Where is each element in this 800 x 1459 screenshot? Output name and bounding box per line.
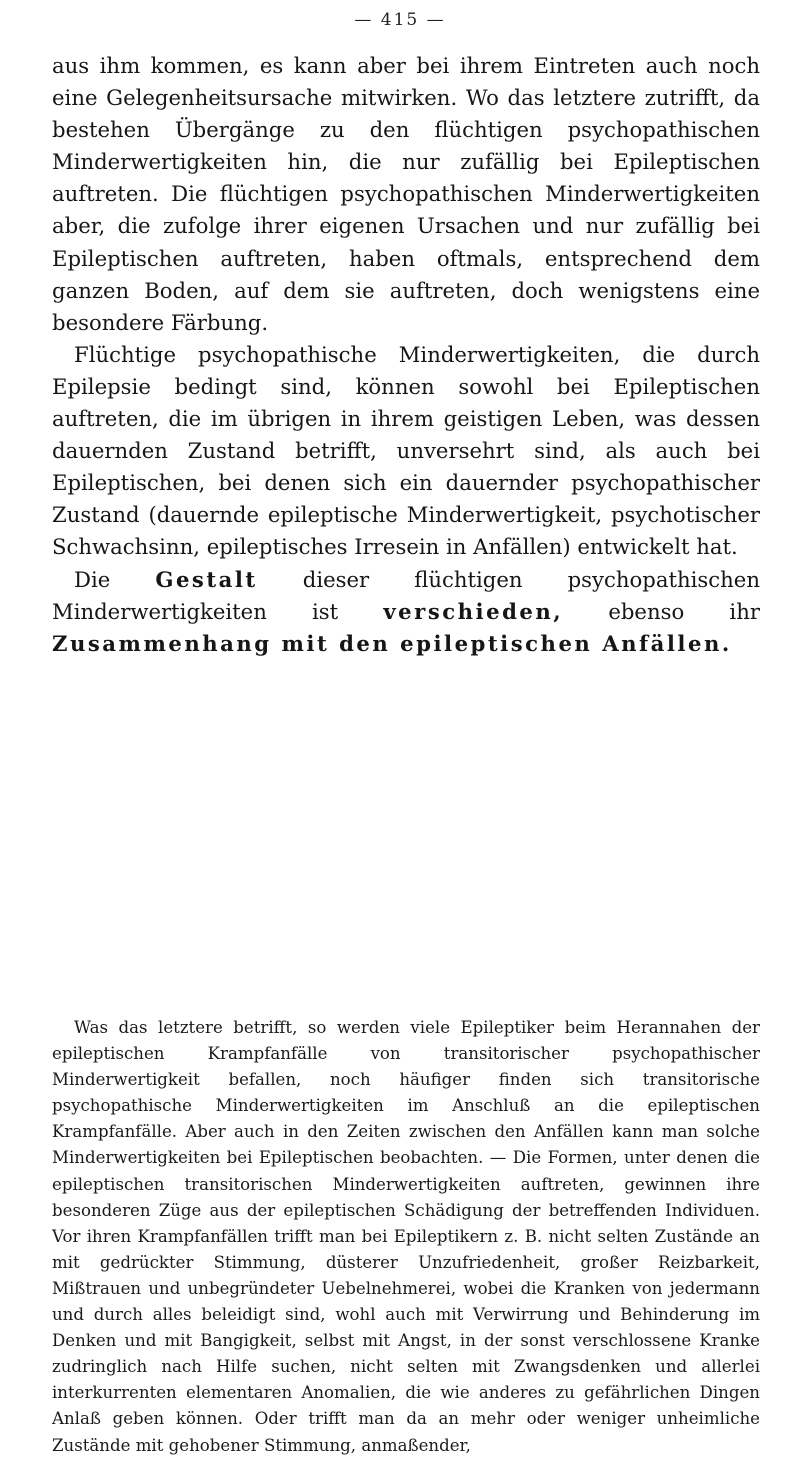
paragraph-3-part-a: Die [74,566,111,592]
emphasis-gestalt: Gestalt [155,566,258,592]
page-number: — 415 — [354,10,446,30]
paragraph-3 [52,564,760,660]
paragraph-3-part-e: ebenso ihr [608,598,760,624]
paragraph-1: aus ihm kommen, es kann aber bei ihrem Eintreten auch noch eine Gelegenheitsursache mitwirken. Wo das letztere zutrifft, da bestehen Übergänge zu den flüchtigen psychopathischen Minderwertigkeiten hin, die nur zufällig bei Epileptischen auftreten. Die flüchtigen psychopathischen Minderwertigkeiten aber, die zufolge ihrer eigenen Ursachen und nur zufällig bei Epileptischen auftreten, haben oftmals, entsprechend dem ganzen Boden, auf dem sie auftreten, doch wenigstens eine besondere Färbung. [52,53,760,335]
emphasis-verschieden: verschieden, [383,598,564,624]
main-text [52,50,760,660]
paragraph-2: Flüchtige psychopathische Minderwertigkeiten, die durch Epilepsie bedingt sind, können sowohl bei Epileptischen auftreten, die im übrigen in ihrem geistigen Leben, was dessen dauernden Zustand betrifft, unversehrt sind, als auch bei Epileptischen, bei denen sich ein dauernder psychopathischer Zustand (dauernde epileptische Minderwertigkeit, psychotischer Schwachsinn, epileptisches Irresein in Anfällen) entwickelt hat. [52,341,760,560]
paragraph-3-part-c: dieser flüchtigen psychopathischen Minderwertigkeiten ist [52,566,760,624]
footnote [52,1015,760,1459]
emphasis-zusammenhang: Zusammenhang mit den epileptischen Anfällen. [52,630,732,656]
footnote-text: Was das letztere betrifft, so werden viele Epileptiker beim Herannahen der epileptischen Krampfanfälle von transitorischer psychopathischer Minderwertigkeit befallen, noch häufiger finden sich transitorische psychopathische Minderwertigkeiten im Anschluß an die epileptischen Krampfanfälle. Aber auch in den Zeiten zwischen den Anfällen kann man solche Minderwertigkeiten bei Epileptischen beobachten. — Die Formen, unter denen die epileptischen transitorischen Minderwertigkeiten auftreten, gewinnen ihre besonderen Züge aus der epileptischen Schädigung der betreffenden Individuen. Vor ihren Krampfanfällen trifft man bei Epileptikern z. B. nicht selten Zustände an mit gedrückter Stimmung, düsterer Unzufriedenheit, großer Reizbarkeit, Mißtrauen und unbegründeter Uebelnehmerei, wobei die Kranken von jedermann und durch alles beleidigt sind, wohl auch mit Verwirrung und Behinderung im Denken und mit Bangigkeit, selbst mit Angst, in der sonst verschlossene Kranke zudringlich nach Hilfe suchen, nicht selten mit Zwangsdenken und allerlei interkurrenten elementaren Anomalien, die wie anderes zu gefährlichen Dingen Anlaß geben können. Oder trifft man da an mehr oder weniger unheimliche Zustände mit gehobener Stimmung, anmaßender, [52,1018,760,1455]
